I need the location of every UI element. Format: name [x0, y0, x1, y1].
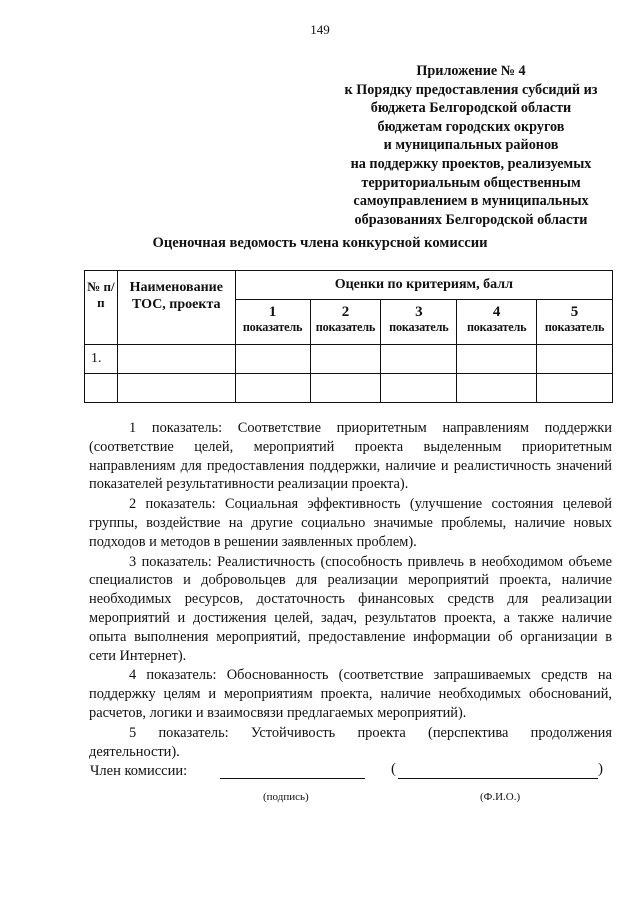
table-cell[interactable] — [235, 374, 310, 403]
header-num-label: № п/п — [87, 279, 115, 310]
appendix-line: к Порядку предоставления субсидий из — [344, 81, 598, 98]
appendix-line: Приложение № 4 — [416, 63, 526, 79]
appendix-header — [330, 62, 612, 229]
criterion-label: показатель — [389, 320, 449, 334]
commission-member-label: Член комиссии: — [90, 763, 188, 779]
appendix-line: территориальным общественным — [361, 174, 581, 191]
criterion-paragraph: 1 показатель: Соответствие приоритетным направлениям поддержки (соответствие целей, мероприятий проекта выделенным приоритетным направлениям для предоставления поддержки, наличие и реалистичность значений показателей результативности реализации проекта). — [89, 420, 612, 493]
table-cell[interactable] — [381, 345, 457, 374]
header-scores — [235, 271, 612, 300]
criterion-header — [457, 300, 537, 345]
signature-field[interactable] — [220, 778, 365, 779]
header-name — [117, 271, 235, 345]
table-cell[interactable] — [117, 374, 235, 403]
appendix-line: самоуправлением в муниципальных — [353, 193, 589, 210]
page-number: 149 — [310, 22, 330, 37]
appendix-line: на поддержку проектов, реализуемых — [350, 155, 592, 172]
table-cell[interactable] — [537, 374, 613, 403]
criterion-label: показатель — [242, 320, 303, 334]
criterion-number: 3 — [415, 304, 423, 320]
criterion-number: 5 — [570, 304, 579, 320]
row-number — [85, 374, 118, 403]
full-name-field[interactable] — [398, 778, 598, 779]
table-cell[interactable] — [235, 345, 310, 374]
table-cell[interactable] — [457, 374, 537, 403]
paren-open: ( — [391, 761, 396, 777]
criterion-number: 2 — [341, 304, 350, 320]
table-row — [85, 345, 613, 374]
criterion-paragraph: 2 показатель: Социальная эффективность (улучшение состояния целевой группы, воздействие на другие социально значимые проблемы, наличие новых подходов и методов в решении заявленных проблем). — [89, 496, 612, 550]
table-cell[interactable] — [117, 345, 235, 374]
criterion-header — [310, 300, 381, 345]
criteria-description — [89, 419, 612, 762]
appendix-line: и муниципальных районов — [383, 137, 559, 154]
criterion-number: 1 — [268, 304, 277, 320]
table-row — [85, 374, 613, 403]
criterion-paragraph: 4 показатель: Обоснованность (соответствие запрашиваемых средств на поддержку целям и мероприятиям проекта, наличие необходимых обоснований, расчетов, логики и взаимосвязи предлагаемых мероприятий). — [89, 667, 612, 721]
criterion-paragraph: 5 показатель: Устойчивость проекта (перспектива продолжения деятельности). — [89, 724, 612, 760]
header-name-label: Наименование ТОС, проекта — [129, 280, 223, 312]
signature-caption: (подпись) — [263, 791, 309, 803]
header-num — [85, 271, 118, 345]
document-title: Оценочная ведомость члена конкурсной комиссии — [152, 235, 488, 251]
criterion-label: показатель — [466, 320, 527, 334]
appendix-line: образованиях Белгородской области — [354, 211, 588, 228]
full-name-caption: (Ф.И.О.) — [480, 791, 521, 803]
row-number: 1. — [85, 345, 118, 374]
table-cell[interactable] — [381, 374, 457, 403]
table-cell[interactable] — [310, 374, 381, 403]
criterion-paragraph: 3 показатель: Реалистичность (способность привлечь в необходимом объеме специалистов и добровольцев для реализации мероприятий проекта, наличие необходимых ресурсов, достаточность финансовых средств для реализации мероприятий и достижения целей, задач, результатов проекта, а также наличие опыта выполнения мероприятий, предоставление информации об организации в сети Интернет). — [89, 553, 612, 664]
header-scores-label: Оценки по критериям, балл — [334, 277, 513, 292]
criterion-number: 4 — [492, 304, 501, 320]
paren-close: ) — [598, 761, 603, 777]
score-table — [84, 270, 613, 403]
criterion-label: показатель — [544, 320, 605, 334]
criterion-label: показатель — [315, 320, 376, 334]
criterion-header — [381, 300, 457, 345]
criterion-header — [235, 300, 310, 345]
table-cell[interactable] — [310, 345, 381, 374]
table-cell[interactable] — [537, 345, 613, 374]
appendix-line: бюджетам городских округов — [377, 118, 565, 135]
table-cell[interactable] — [457, 345, 537, 374]
criterion-header — [537, 300, 613, 345]
appendix-line: бюджета Белгородской области — [370, 100, 572, 117]
